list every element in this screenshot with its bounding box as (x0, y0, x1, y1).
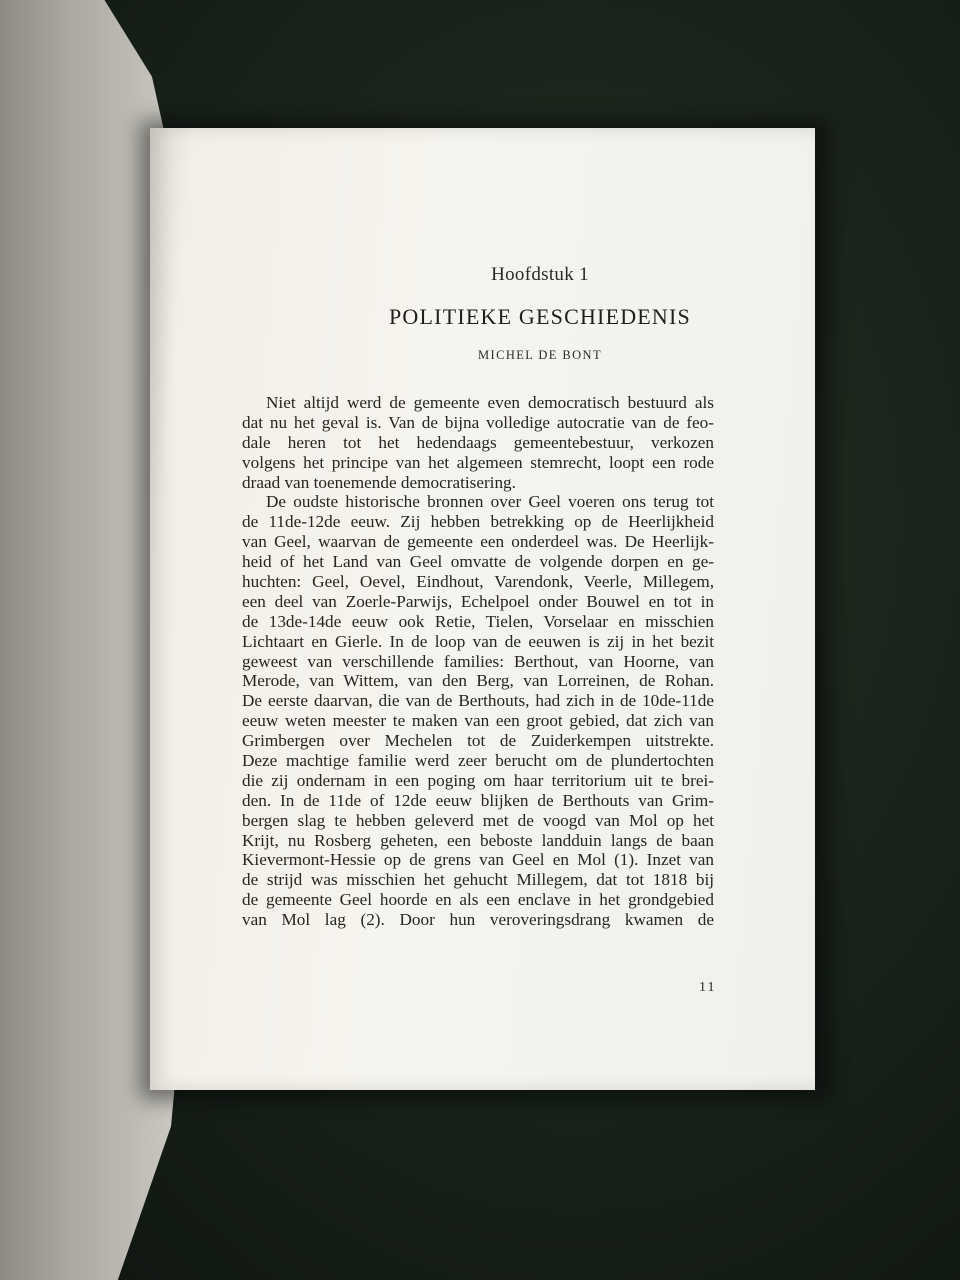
text-line: draad van toenemende democratisering. (242, 472, 516, 492)
text-line: geweest van verschillende families: Berthout, van Hoorne, van (242, 651, 714, 671)
text-line: de gemeente Geel hoorde en als een enclave in het grondgebied (242, 890, 714, 910)
text-line: Deze machtige familie werd zeer berucht om de plundertochten (242, 751, 714, 771)
chapter-author: MICHEL DE BONT (478, 348, 602, 362)
text-line: dale heren tot het hedendaags gemeentebestuur, verkozen (242, 432, 714, 452)
text-line: van Geel, waarvan de gemeente een onderdeel was. De Heerlijk- (242, 532, 714, 552)
text-line: van Mol lag (2). Door hun veroveringsdrang kwamen de (242, 910, 714, 930)
paragraph-1 (242, 393, 714, 492)
text-line: huchten: Geel, Oevel, Eindhout, Varendonk, Veerle, Millegem, (242, 572, 714, 592)
chapter-label: Hoofdstuk 1 (491, 264, 589, 285)
text-line: De eerste daarvan, die van de Berthouts, had zich in de 10de-11de (242, 691, 714, 711)
chapter-title: POLITIEKE GESCHIEDENIS (389, 304, 691, 329)
text-line: heid of het Land van Geel omvatte de volgende dorpen en ge- (242, 552, 714, 572)
text-line: eeuw weten meester te maken van een groot gebied, dat zich van (242, 711, 714, 731)
text-line: Kievermont-Hessie op de grens van Geel en Mol (1). Inzet van (242, 850, 714, 870)
text-line: dat nu het geval is. Van de bijna volledige autocratie van de feo- (242, 412, 714, 432)
text-line: die zij ondernam in een poging om haar territorium uit te brei- (242, 770, 714, 790)
text-line: Niet altijd werd de gemeente even democratisch bestuurd als (266, 393, 714, 412)
text-line: De oudste historische bronnen over Geel voeren ons terug tot (266, 492, 714, 512)
paragraph-2 (242, 492, 714, 930)
page-number: 11 (699, 980, 717, 995)
text-line: de 13de-14de eeuw ook Retie, Tielen, Vorselaar en misschien (242, 611, 714, 631)
text-line: Lichtaart en Gierle. In de loop van de eeuwen is zij in het bezit (242, 631, 714, 651)
text-line: volgens het principe van het algemeen stemrecht, loopt een rode (242, 452, 714, 472)
text-line: den. In de 11de of 12de eeuw blijken de Berthouts van Grim- (242, 790, 714, 810)
text-line: Krijt, nu Rosberg geheten, een beboste landduin langs de baan (242, 830, 714, 850)
body-text (242, 393, 714, 930)
book-page (150, 128, 815, 1090)
text-line: Merode, van Wittem, van den Berg, van Lorreinen, de Rohan. (242, 671, 714, 691)
text-line: bergen slag te hebben geleverd met de voogd van Mol op het (242, 810, 714, 830)
text-line: de 11de-12de eeuw. Zij hebben betrekking op de Heerlijkheid (242, 512, 714, 532)
text-line: de strijd was misschien het gehucht Millegem, dat tot 1818 bij (242, 870, 714, 890)
text-line: Grimbergen over Mechelen tot de Zuiderkempen uitstrekte. (242, 731, 714, 751)
text-line: een deel van Zoerle-Parwijs, Echelpoel onder Bouwel en tot in (242, 591, 714, 611)
